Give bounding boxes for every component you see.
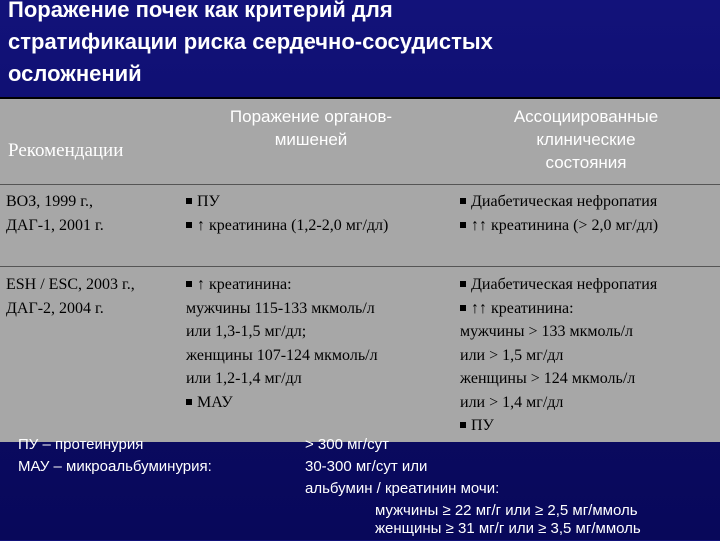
row2-organ-line-4: или 1,2-1,4 мг/дл (186, 370, 302, 387)
row1-target-organ (186, 190, 388, 237)
header-assoc-line-3: состояния (545, 153, 627, 172)
row2-assoc-bullet-2: ↑↑ креатинина: (471, 299, 574, 317)
header-assoc-line-1: Ассоциированные (513, 107, 659, 126)
row2-organ-line-1: мужчины 115-133 мкмоль/л (186, 299, 375, 317)
risk-table (0, 97, 720, 442)
row-divider-1 (0, 184, 720, 185)
row2-assoc-line-4: или > 1,4 мг/дл (460, 393, 564, 411)
slide-title (8, 0, 708, 90)
row2-assoc-line-3: женщины > 124 мкмоль/л (460, 370, 636, 387)
bullet-icon (186, 399, 192, 405)
header-associated-conditions (452, 105, 720, 174)
bullet-icon (186, 222, 192, 228)
list-item (460, 297, 657, 321)
note-mau-value: 30-300 мг/сут или (305, 458, 428, 475)
list-item (186, 214, 388, 238)
row-divider-2 (0, 266, 720, 267)
list-item (460, 190, 658, 214)
row2-recommendation (6, 273, 135, 320)
header-assoc-line-2: клинические (536, 130, 636, 149)
list-item (186, 273, 378, 297)
row1-organ-item-2: ↑ креатинина (1,2-2,0 мг/дл) (197, 216, 389, 234)
row2-rec-line-1: ESH / ESC, 2003 г., (6, 276, 135, 293)
list-item (186, 391, 378, 415)
row1-recommendation (6, 190, 104, 237)
row1-associated (460, 190, 658, 237)
note-ratio: альбумин / креатинин мочи: (305, 480, 500, 497)
header-target-organ-line-1: Поражение органов- (229, 107, 393, 126)
bullet-icon (460, 281, 466, 287)
row1-assoc-item-2: ↑↑ креатинина (> 2,0 мг/дл) (471, 216, 659, 234)
row1-rec-line-2: ДАГ-1, 2001 г. (6, 216, 104, 234)
note-pu-label: ПУ – протеинурия (18, 436, 144, 453)
note-men: мужчины ≥ 22 мг/г или ≥ 2,5 мг/ммоль (375, 502, 638, 519)
list-item (186, 190, 388, 214)
row2-organ-line-3: женщины 107-124 мкмоль/л (186, 346, 378, 364)
list-item (460, 414, 657, 438)
row2-assoc-line-2: или > 1,5 мг/дл (460, 346, 564, 364)
header-target-organ (176, 105, 446, 151)
bullet-icon (460, 198, 466, 204)
bullet-icon (186, 281, 192, 287)
title-line-2: стратификации риска сердечно-сосудистых (8, 29, 493, 54)
row1-assoc-item-1: Диабетическая нефропатия (471, 193, 658, 210)
bullet-icon (460, 305, 466, 311)
note-mau-label: МАУ – микроальбуминурия: (18, 458, 212, 475)
note-women: женщины ≥ 31 мг/г или ≥ 3,5 мг/ммоль (375, 520, 641, 537)
row2-assoc-line-1: мужчины > 133 мкмоль/л (460, 323, 634, 340)
row2-rec-line-2: ДАГ-2, 2004 г. (6, 299, 104, 317)
title-line-1: Поражение почек как критерий для (8, 0, 393, 22)
row2-organ-bullet-2: МАУ (197, 393, 233, 411)
row2-assoc-bullet-3: ПУ (471, 417, 494, 434)
list-item (460, 214, 658, 238)
row2-target-organ (186, 273, 378, 414)
bullet-icon (186, 198, 192, 204)
header-recommendations: Рекомендации (8, 140, 124, 161)
row1-rec-line-1: ВОЗ, 1999 г., (6, 193, 93, 210)
row1-organ-item-1: ПУ (197, 193, 220, 210)
row2-associated (460, 273, 657, 438)
row2-organ-bullet-1: ↑ креатинина: (197, 276, 292, 293)
title-line-3: осложнений (8, 61, 142, 86)
bullet-icon (460, 222, 466, 228)
header-target-organ-line-2: мишеней (274, 130, 348, 149)
row2-assoc-bullet-1: Диабетическая нефропатия (471, 276, 658, 293)
list-item (460, 273, 657, 297)
bullet-icon (460, 422, 466, 428)
note-pu-value: > 300 мг/сут (305, 436, 389, 453)
row2-organ-line-2: или 1,3-1,5 мг/дл; (186, 323, 307, 340)
table-top-rule (0, 97, 720, 99)
